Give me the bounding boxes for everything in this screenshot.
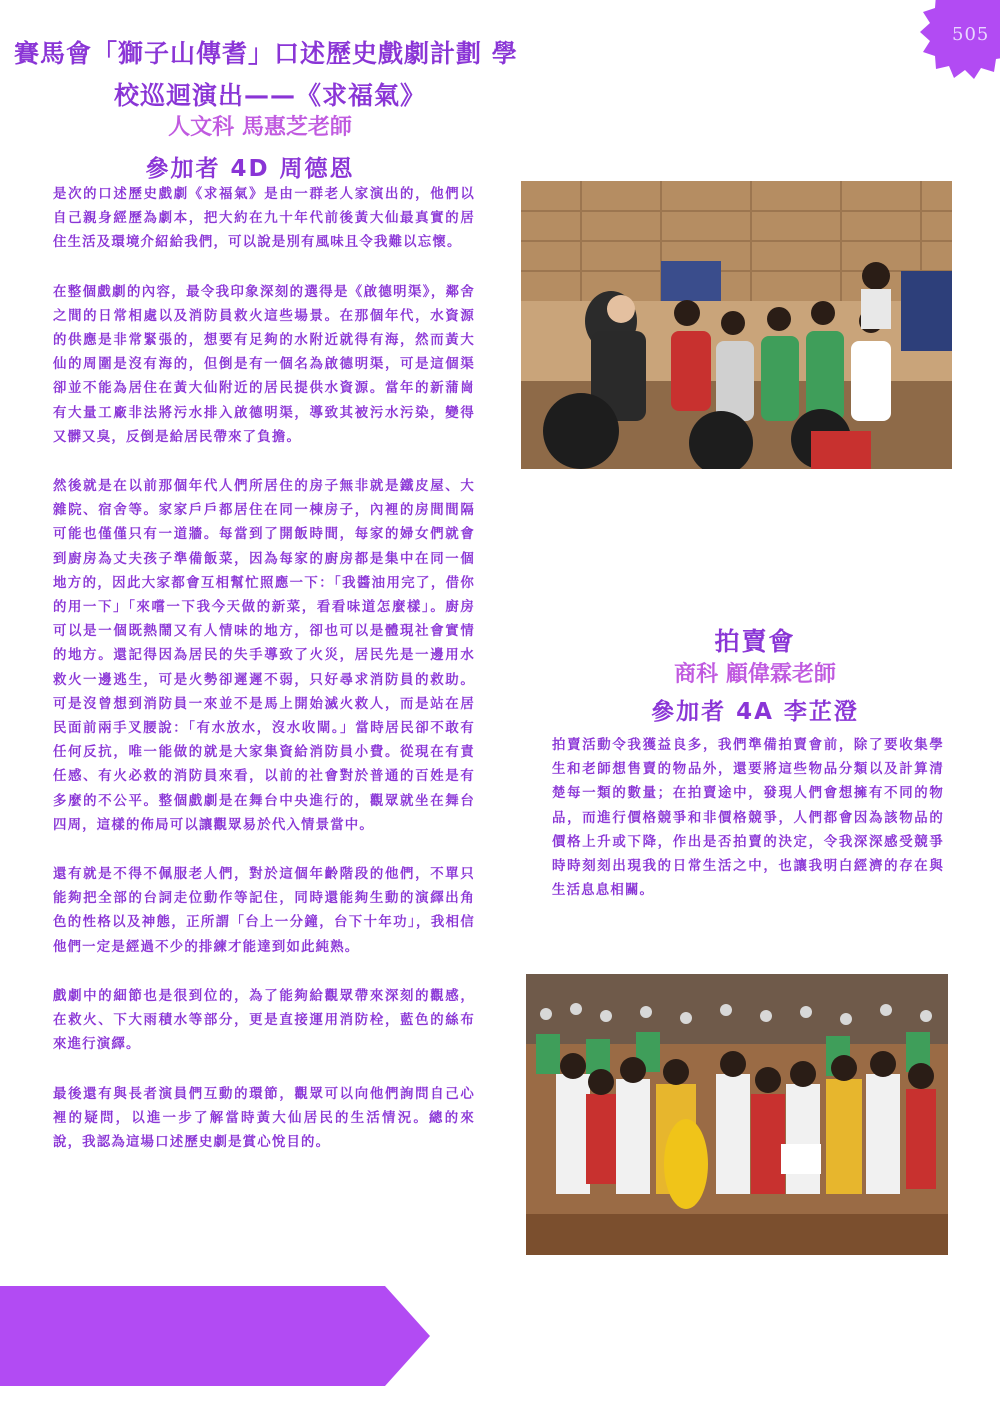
article1-paragraph: 戲劇中的細節也是很到位的，為了能夠給觀眾帶來深刻的觀感，在救火、下大雨積水等部分，更是直接運用消防栓，藍色的絲布來進行演繹。	[53, 988, 475, 1053]
article2-subject-teacher: 商科 顧偉霖老師	[674, 662, 836, 687]
page-number: 505	[952, 24, 990, 45]
article1-title-line1: 賽馬會「獅子山傳耆」口述歷史戲劇計劃 學	[14, 39, 518, 68]
article1-subject-teacher: 人文科 馬惠芝老師	[168, 115, 352, 140]
drama-discussion-photo	[521, 181, 952, 469]
article1-paragraph: 在整個戲劇的內容，最令我印象深刻的選得是《啟德明渠》，鄰舍之間的日常相處以及消防員救火這些場景。在那個年代，水資源的供應是非常緊張的，想要有足夠的水附近就得有海，然而黃大仙的周圍是沒有海的，但倒是有一個名為啟德明渠，可是這個渠卻並不能為居住在黃大仙附近的居民提供水資源。當年的新蒲崗有大量工廠非法將污水排入啟德明渠，導致其被污水污染，變得又髒又臭，反倒是給居民帶來了負擔。	[53, 284, 475, 445]
article1-paragraph: 還有就是不得不佩服老人們，對於這個年齡階段的他們，不單只能夠把全部的台詞走位動作等記住，同時還能夠生動的演繹出角色的性格以及神態，正所謂「台上一分鐘，台下十年功」，我相信他們一定是經過不少的排練才能達到如此純熟。	[53, 867, 475, 955]
article1-participant: 參加者 4D 周德恩	[145, 156, 355, 182]
article2-body	[552, 734, 944, 928]
article1-paragraph: 然後就是在以前那個年代人們所居住的房子無非就是鐵皮屋、大雜院、宿舍等。家家戶戶都居住在同一棟房子，內裡的房間間隔可能也僅僅只有一道牆。每當到了開飯時間，每家的婦女們就會到廚房為丈夫孩子準備飯菜，因為每家的廚房都是集中在同一個地方的，因此大家都會互相幫忙照應一下：「我醬油用完了，借你的用一下」「來嚐一下我今天做的新菜，看看味道怎麼樣」。廚房可以是一個既熱鬧又有人情味的地方，卻也可以是體現社會實情的地方。還記得因為居民的失手導致了火災，居民先是一邊用水救火一邊逃生，可是火勢卻遲遲不弱，只好尋求消防員的救助。可是沒曾想到消防員一來並不是馬上開始滅火救人，而是站在居民面前兩手叉腰說：「有水放水，沒水收閘。」當時居民卻不敢有任何反抗，唯一能做的就是大家集資給消防員小費。從現在有責任感、有火必救的消防員來看，以前的社會對於普通的百姓是有多麼的不公平。整個戲劇是在舞台中央進行的，觀眾就坐在舞台四周，這樣的佈局可以讓觀眾易於代入情景當中。	[53, 479, 475, 833]
article2-title: 拍賣會	[714, 627, 796, 656]
article1-body	[53, 183, 475, 1180]
decorative-arrow-banner	[0, 1286, 430, 1386]
article1-paragraph: 最後還有與長者演員們互動的環節，觀眾可以向他們詢問自己心裡的疑問，以進一步了解當時黃大仙居民的生活情況。總的來說，我認為這場口述歷史劇是賞心悅目的。	[53, 1086, 475, 1150]
article2-participant: 參加者 4A 李芷澄	[651, 699, 859, 725]
article1-paragraph: 是次的口述歷史戲劇《求福氣》是由一群老人家演出的，他們以自己親身經歷為劇本，把大約在九十年代前後黃大仙最真實的居住生活及環境介紹給我們，可以說是別有風味且令我難以忘懷。	[53, 187, 475, 251]
article1-title-line2: 校巡迴演出——《求福氣》	[113, 81, 426, 110]
auction-crowd-photo	[526, 974, 948, 1255]
article2-paragraph: 拍賣活動令我獲益良多，我們準備拍賣會前，除了要收集學生和老師想售賣的物品外，還要將這些物品分類以及計算清楚每一類的數量；在拍賣途中，發現人們會想擁有不同的物品，而進行價格競爭和非價格競爭，人們都會因為該物品的價格上升或下降，作出是否拍賣的決定，令我深深感受競爭時時刻刻出現我的日常生活之中，也讓我明白經濟的存在與生活息息相關。	[552, 738, 944, 899]
